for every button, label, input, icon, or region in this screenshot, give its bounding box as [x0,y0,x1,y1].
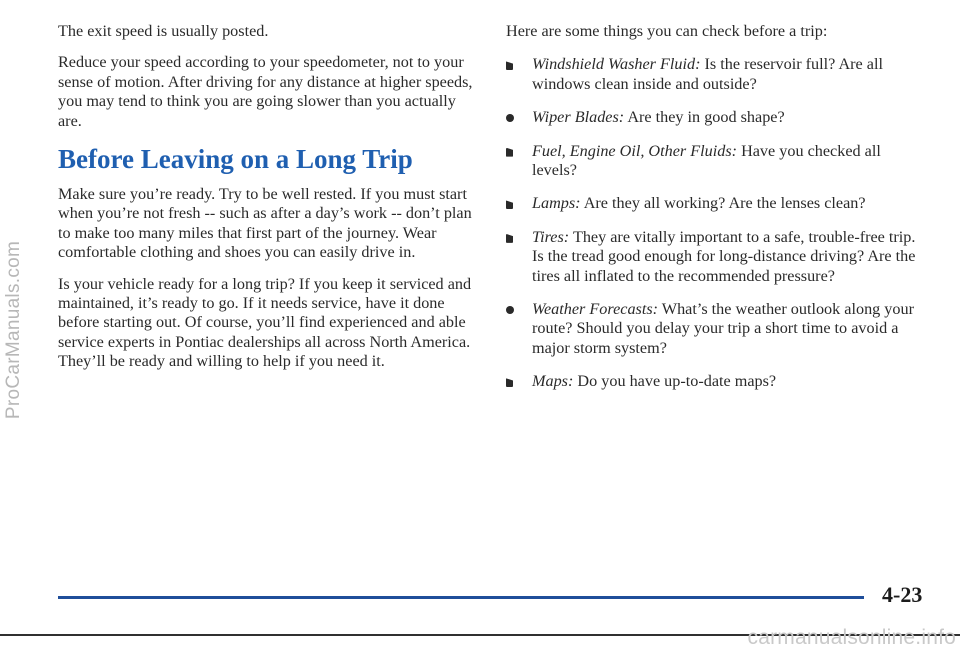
left-column [58,22,476,384]
bullet-icon [506,234,513,243]
list-item [506,228,926,286]
bullet-icon [506,148,513,157]
item-title: Windshield Washer Fluid: [532,55,701,74]
item-text: Are they in good shape? [624,108,785,127]
bullet-icon [506,114,514,122]
bullet-icon [506,378,513,387]
item-text: Do you have up-to-date maps? [573,372,777,391]
item-title: Fuel, Engine Oil, Other Fluids: [532,141,738,160]
item-title: Weather Forecasts: [532,300,659,319]
side-watermark-text: ProCarManuals.com [3,240,24,420]
section-heading: Before Leaving on a Long Trip [58,144,413,175]
list-item [506,55,926,94]
paragraph-exit-speed: The exit speed is usually posted. [58,22,269,40]
bullet-icon [506,200,513,209]
trip-checklist [506,55,926,391]
checklist-intro: Here are some things you can check before a trip: [506,22,828,40]
item-text: Have you checked all levels? [532,141,881,180]
page-number: 4-23 [882,582,923,607]
bullet-icon [506,61,513,70]
item-title: Tires: [532,227,570,246]
bullet-icon [506,306,514,314]
item-text: They are vitally important to a safe, trouble-free trip. Is the tread good enough for long-distance driving? Are the tires all inflated to the recommended pressure? [532,227,916,285]
bottom-watermark: carmanualsonline.info [747,626,956,649]
list-item [506,108,926,127]
paragraph-reduce-speed: Reduce your speed according to your speedometer, not to your sense of motion. After driving for any distance at higher speeds, you may tend to think you are going slower than you actually are. [58,53,473,130]
item-text: What’s the weather outlook along your route? Should you delay your trip a short time to avoid a major storm system? [532,300,914,357]
list-item [506,300,926,358]
list-item [506,372,926,391]
paragraph-vehicle-ready: Is your vehicle ready for a long trip? If you keep it serviced and maintained, it’s ready to go. If it needs service, have it done before starting out. Of course, you’ll find experienced and able service experts in Pontiac dealerships all across North America. They’ll be ready and willing to help if you need it. [58,274,472,371]
right-column [506,22,926,406]
list-item [506,142,926,181]
item-text: Is the reservoir full? Are all windows clean inside and outside? [532,55,883,93]
footer-rule [58,596,864,599]
item-title: Wiper Blades: [532,108,625,127]
item-text: Are they all working? Are the lenses clean? [580,194,866,213]
side-watermark [2,60,26,600]
list-item [506,194,926,213]
item-title: Maps: [532,372,574,391]
paragraph-be-ready: Make sure you’re ready. Try to be well rested. If you must start when you’re not fresh -- such as after a day’s work -- don’t plan to make too many miles that first part of the journey. Wear comfortable clothing and shoes you can easily drive in. [58,185,472,262]
item-title: Lamps: [532,194,581,213]
